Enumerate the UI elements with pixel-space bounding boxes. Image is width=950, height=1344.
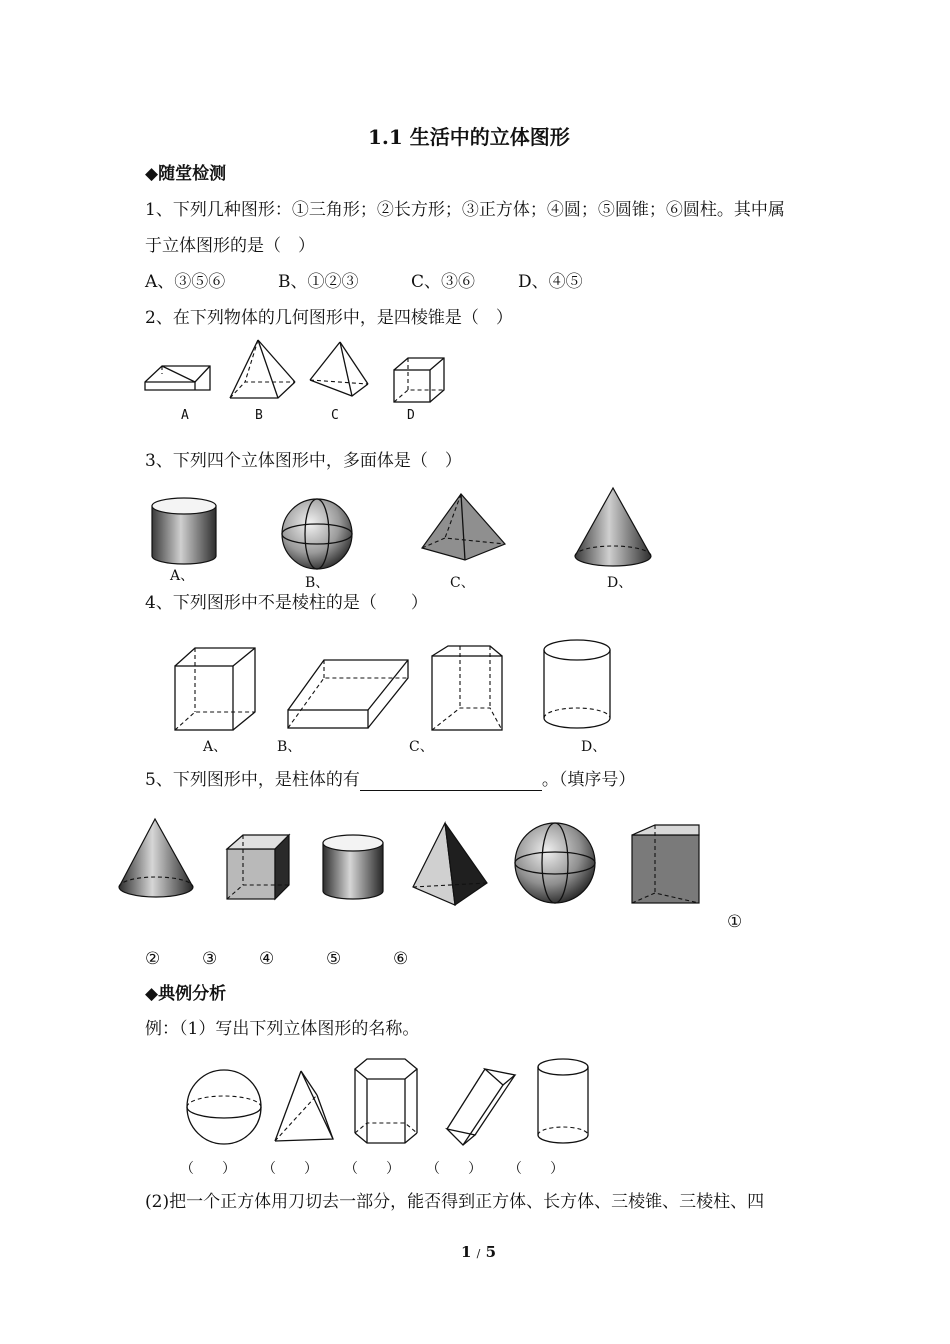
question-2-label-c: C xyxy=(331,408,339,423)
page-separator: / xyxy=(476,1247,481,1260)
question-5-num-3: ③ xyxy=(202,949,218,969)
question-2-label-a: A xyxy=(181,408,189,423)
question-2-label-d: D xyxy=(407,408,415,423)
page-title: 1.1 生活中的立体图形 xyxy=(368,125,570,149)
section-heading-practice: ◆随堂检测 xyxy=(145,164,227,184)
question-2-figures xyxy=(140,338,460,418)
figure-square-pyramid xyxy=(230,340,295,398)
figure-pyramid-shaded xyxy=(422,494,505,560)
question-4-figures xyxy=(170,634,650,744)
example-cylinder xyxy=(538,1059,588,1143)
question-5-num-1: ① xyxy=(727,912,743,932)
question-1-option-a: A、③⑤⑥ xyxy=(145,272,226,292)
figure-sphere-shaded xyxy=(282,499,352,569)
question-3-label-d: D、 xyxy=(607,575,633,591)
question-5-text-after: 。（填序号） xyxy=(541,770,636,790)
figure-frustum xyxy=(432,646,502,730)
question-1-option-d: D、④⑤ xyxy=(518,272,583,292)
figure-5-cylinder xyxy=(323,835,383,899)
question-3-label-b: B、 xyxy=(305,575,330,591)
example-part2: (2)把一个正方体用刀切去一部分，能否得到正方体、长方体、三棱锥、三棱柱、四 xyxy=(145,1192,765,1212)
figure-5-cone xyxy=(119,819,193,897)
question-4-label-a: A、 xyxy=(203,739,228,755)
figure-cube xyxy=(394,358,444,402)
figure-cylinder-outline xyxy=(544,640,610,728)
figure-flat-box xyxy=(288,660,408,728)
question-3-figures xyxy=(145,484,665,574)
section-heading-examples: ◆典例分析 xyxy=(145,984,227,1004)
example-hexagonal-prism xyxy=(355,1059,417,1143)
question-4-text: 4、下列图形中不是棱柱的是（ ） xyxy=(145,593,428,613)
question-5-text-before: 5、下列图形中，是柱体的有 xyxy=(145,770,360,790)
figure-cube-dashed xyxy=(175,648,255,730)
question-2-text: 2、在下列物体的几何图形中，是四棱锥是（ ） xyxy=(145,308,513,328)
example-answer-3[interactable]: （ ） xyxy=(344,1161,400,1177)
figure-5-pyramid xyxy=(413,823,487,905)
question-1-line1: 1、下列几种图形：①三角形；②长方形；③正方体；④圆；⑤圆锥；⑥圆柱。其中属 xyxy=(145,200,785,220)
example-sphere xyxy=(187,1070,261,1144)
figure-tetrahedron xyxy=(310,342,368,396)
example-answer-4[interactable]: （ ） xyxy=(426,1161,482,1177)
example-slanted-prism xyxy=(447,1069,515,1145)
figure-5-sphere xyxy=(515,823,595,903)
example-pyramid xyxy=(275,1071,333,1141)
figure-cylinder-shaded xyxy=(152,498,216,564)
question-5-text xyxy=(145,769,635,791)
question-5-num-2: ② xyxy=(145,949,161,969)
question-5-num-5: ⑤ xyxy=(326,949,342,969)
page-number xyxy=(461,1243,496,1261)
page-total: 5 xyxy=(485,1243,497,1261)
question-1-option-c: C、③⑥ xyxy=(411,272,476,292)
figure-triangular-prism xyxy=(145,366,210,390)
question-4-label-c: C、 xyxy=(409,739,434,755)
figure-5-triangular-prism xyxy=(632,825,699,903)
example-answer-2[interactable]: （ ） xyxy=(262,1161,318,1177)
question-1-line2: 于立体图形的是（ ） xyxy=(145,236,315,256)
figure-5-cube xyxy=(227,835,289,899)
question-5-num-6: ⑥ xyxy=(393,949,409,969)
example-part1: 例：（1）写出下列立体图形的名称。 xyxy=(145,1019,420,1039)
example-answer-5[interactable]: （ ） xyxy=(508,1161,564,1177)
question-4-label-b: B、 xyxy=(277,739,302,755)
question-1-option-b: B、①②③ xyxy=(278,272,359,292)
question-5-figures xyxy=(115,815,715,915)
page-current: 1 xyxy=(461,1243,472,1261)
question-2-label-b: B xyxy=(255,408,263,423)
figure-cone-shaded xyxy=(575,488,651,566)
question-3-label-a: A、 xyxy=(170,568,195,584)
example-figures xyxy=(185,1055,605,1155)
example-answer-1[interactable]: （ ） xyxy=(180,1161,236,1177)
question-4-label-d: D、 xyxy=(581,739,607,755)
question-3-label-c: C、 xyxy=(450,575,475,591)
answer-blank[interactable] xyxy=(360,774,542,791)
question-3-text: 3、下列四个立体图形中，多面体是（ ） xyxy=(145,451,462,471)
question-5-num-4: ④ xyxy=(259,949,275,969)
